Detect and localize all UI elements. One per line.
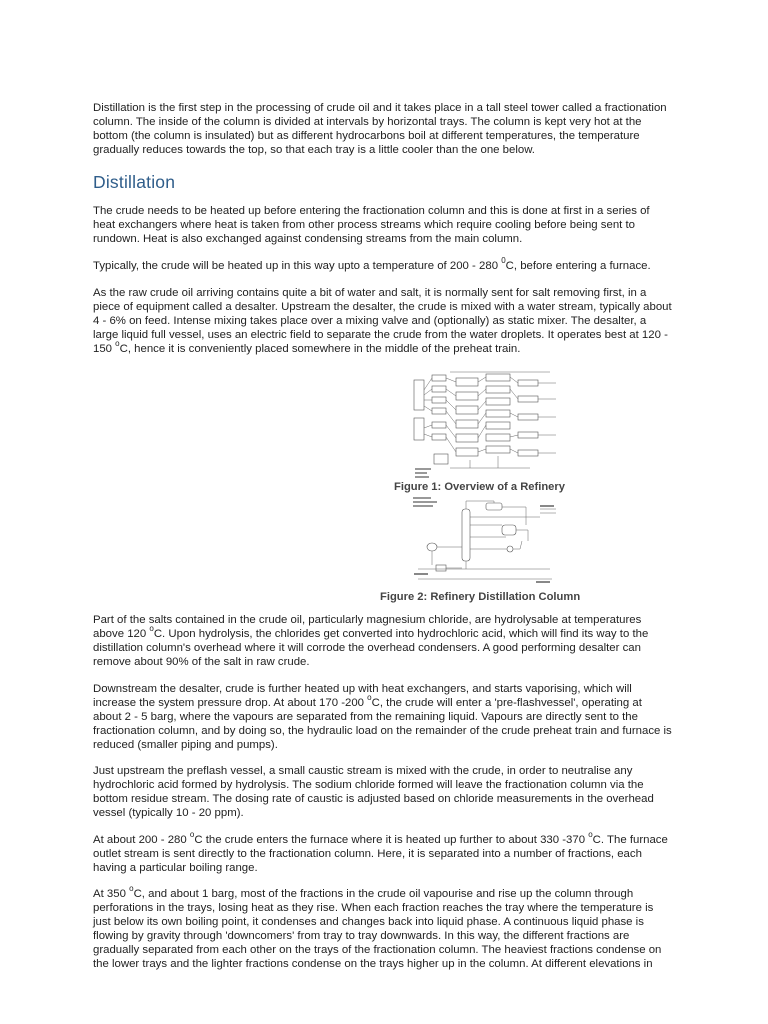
refinery-overview-diagram xyxy=(410,370,560,480)
figure-2-caption: Figure 2: Refinery Distillation Column xyxy=(380,591,581,603)
furnace-paragraph: At about 200 - 280 $^o$C the crude enters the furnace where it is heated up further to about 330 -370 $^o$C. The furnace outlet stream is sent directly to the fractionation column. Here, it is separated into a number of fractions, each having a particular boiling range. xyxy=(93,830,668,874)
figure-1-caption: Figure 1: Overview of a Refinery xyxy=(394,481,565,493)
caustic-paragraph: Just upstream the preflash vessel, a small caustic stream is mixed with the crude, in order to neutralise any hydrochloric acid formed by hydrolysis. The sodium chloride formed will leave the fractionation column via the bottom residue stream. The dosing rate of caustic is adjusted based on chloride measurements in the overhead vessel (typically 10 - 20 ppm). xyxy=(93,765,654,819)
intro-paragraph: Distillation is the first step in the processing of crude oil and it takes place in a tall steel tower called a fractionation column. The inside of the column is divided at intervals by horizontal trays. The column is kept very hot at the bottom (the column is insulated) but as different hydrocarbons boil at different temperatures, the temperature gradually reduces towards the top, so that each tray is a little cooler than the one below. xyxy=(93,102,667,156)
column-350-paragraph: At 350 $^o$C, and about 1 barg, most of the fractions in the crude oil vapourise and rise up the column through perforations in the trays, losing heat as they rise. When each fraction reaches the tray where the temperature is just below its own boiling point, it condenses and changes back into liquid phase. A continuous liquid phase is flowing by gravity through 'downcomers' from tray to tray downwards. In this way, the different fractions are gradually separated from each other on the trays of the fractionation column. The heaviest fractions condense on the lower trays and the lighter fractions condense on the trays higher up in the column. At different elevations in xyxy=(93,884,662,970)
figure-2-distillation-column-image xyxy=(410,495,560,585)
heating-paragraph: The crude needs to be heated up before entering the fractionation column and this is done at first in a series of heat exchangers where heat is taken from other process streams which require cooling before being sent to rundown. Heat is also exchanged against condensing streams from the main column. xyxy=(93,205,650,245)
desalter-paragraph: As the raw crude oil arriving contains quite a bit of water and salt, it is normally sent for salt removing first, in a piece of equipment called a desalter. Upstream the desalter, the crude is mixed with a water stream, typically about 4 - 6% on feed. Intense mixing takes place over a mixing valve and (optionally) as static mixer. The desalter, a large liquid full vessel, uses an electric field to separate the crude from the water droplets. It operates best at 120 - 150 $^o$C, hence it is conveniently placed somewhere in the middle of the preheat train. xyxy=(93,287,672,355)
downstream-paragraph: Downstream the desalter, crude is further heated up with heat exchangers, and starts vaporising, which will increase the system pressure drop. At about 170 -200 $^o$C, the crude will enter a 'pre-flashvessel', operating at about 2 - 5 barg, where the vapours are separated from the remaining liquid. Vapours are directly sent to the fractionation column, and by doing so, the hydraulic load on the remainder of the crude preheat train and furnace is reduced (smaller piping and pumps). xyxy=(93,683,672,751)
figure-1-refinery-overview-image xyxy=(410,370,560,480)
distillation-column-diagram xyxy=(410,495,560,585)
degree-superscript: 0 xyxy=(501,256,506,266)
salts-paragraph: Part of the salts contained in the crude oil, particularly magnesium chloride, are hydrolysable at temperatures above 120 $^o$C. Upon hydrolysis, the chlorides get converted into hydrochloric acid, which will find its way to the distillation column's overhead where it will corrode the overhead condensers. A good performing desalter can remove about 90% of the salt in raw crude. xyxy=(93,614,649,668)
section-heading-distillation: Distillation xyxy=(93,172,176,192)
typical-temperature-paragraph: Typically, the crude will be heated up in this way upto a temperature of 200 - 280 $^0$C, before entering a furnace. xyxy=(93,256,651,272)
